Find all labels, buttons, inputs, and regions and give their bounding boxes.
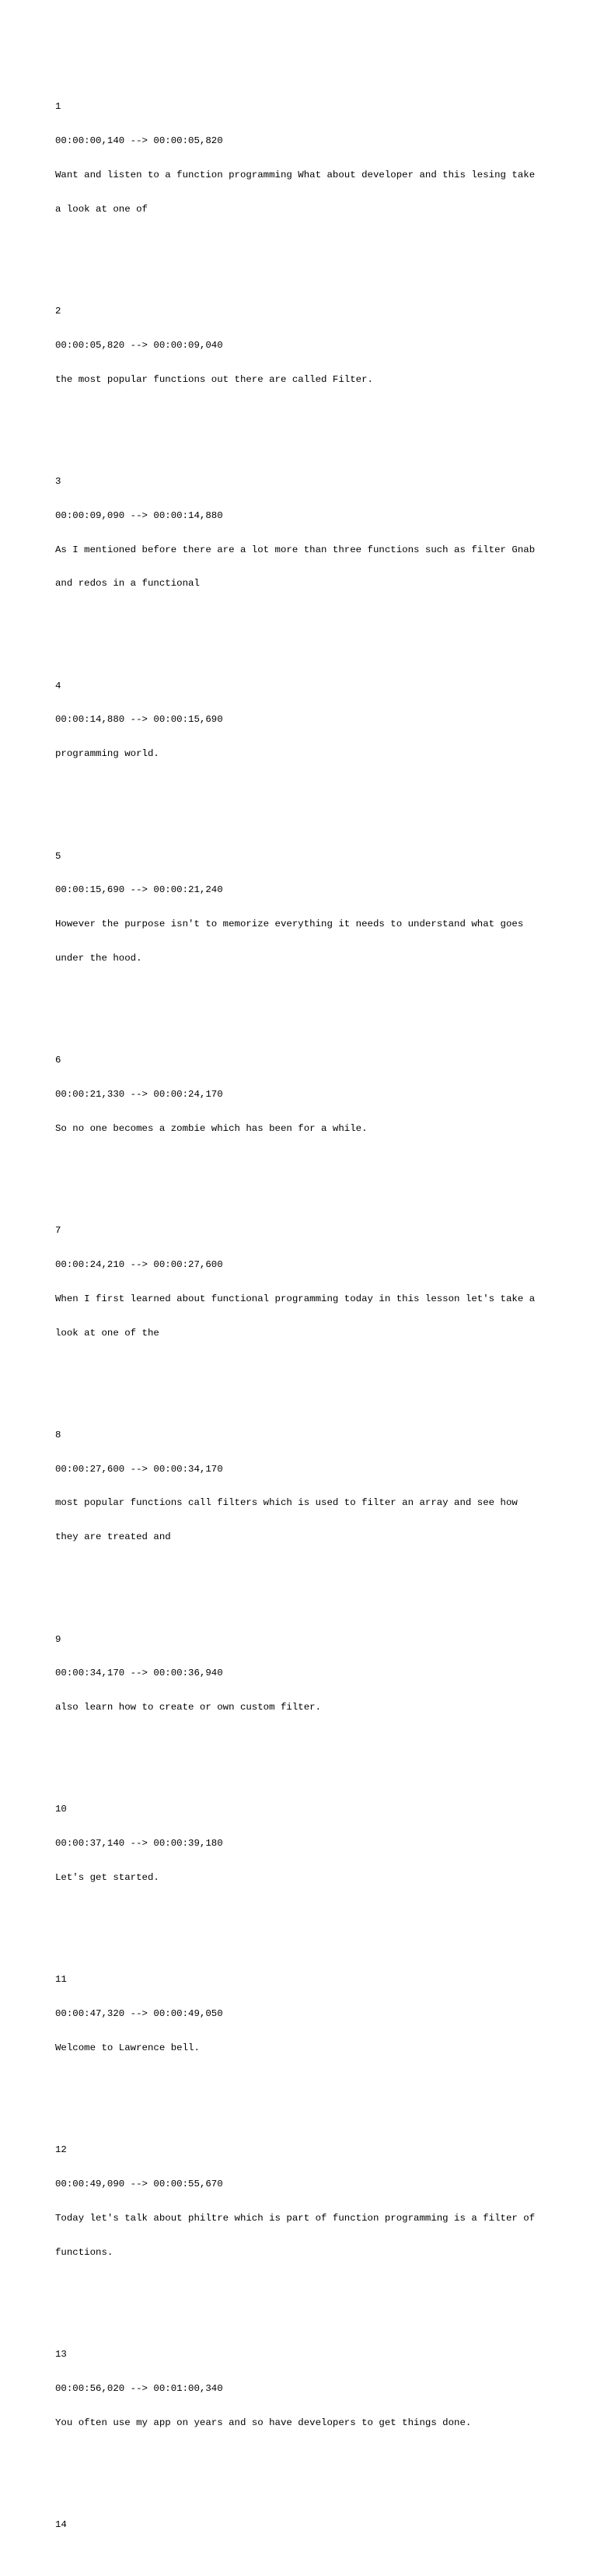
- subtitle-cue-10: [55, 1781, 553, 1906]
- cue-timing: 00:00:05,820 --> 00:00:09,040: [55, 339, 223, 351]
- subtitle-cue-4: [55, 657, 553, 782]
- cue-timing: 00:00:47,320 --> 00:00:49,050: [55, 2008, 223, 2020]
- cue-timing: 00:00:24,210 --> 00:00:27,600: [55, 1258, 223, 1270]
- cue-timing: 00:00:09,090 --> 00:00:14,880: [55, 509, 223, 521]
- cue-index: 2: [55, 306, 61, 317]
- subtitle-cue-1: [55, 79, 553, 237]
- cue-index: 5: [55, 850, 61, 862]
- subtitle-cue-12: [55, 2122, 553, 2280]
- cue-text-line: So no one becomes a zombie which has been for a while.: [55, 1122, 368, 1134]
- subtitle-cue-13: [55, 2326, 553, 2452]
- cue-index: 1: [55, 101, 61, 113]
- cue-timing: 00:00:00,140 --> 00:00:05,820: [55, 135, 223, 147]
- cue-index: 7: [55, 1225, 61, 1237]
- subtitle-cue-8: [55, 1407, 553, 1566]
- subtitle-cue-6: [55, 1032, 553, 1157]
- cue-index: 4: [55, 680, 61, 691]
- cue-index: 3: [55, 475, 61, 487]
- cue-index: 10: [55, 1804, 67, 1815]
- cue-text-line: the most popular functions out there are called Filter.: [55, 373, 373, 385]
- cue-index: 8: [55, 1429, 61, 1440]
- cue-timing: 00:00:34,170 --> 00:00:36,940: [55, 1668, 223, 1679]
- cue-timing: 00:00:49,090 --> 00:00:55,670: [55, 2179, 223, 2190]
- subtitle-cue-2: [55, 283, 553, 408]
- cue-index: 6: [55, 1055, 61, 1066]
- cue-index: 13: [55, 2348, 67, 2360]
- cue-text-line: As I mentioned before there are a lot more than three functions such as filter Gnab: [55, 544, 536, 555]
- cue-text-line: Want and listen to a function programming What about developer and this lesing take: [55, 169, 536, 180]
- cue-text-line: look at one of the: [55, 1327, 159, 1339]
- cue-text-line: However the purpose isn't to memorize everything it needs to understand what goes: [55, 919, 524, 930]
- cue-text-line: programming world.: [55, 748, 159, 760]
- cue-text-line: also learn how to create or own custom filter.: [55, 1702, 322, 1713]
- cue-text-line: Welcome to Lawrence bell.: [55, 2042, 200, 2053]
- subtitle-cue-11: [55, 1951, 553, 2077]
- subtitle-cue-14: [55, 2497, 553, 2553]
- cue-text-line: You often use my app on years and so have developers to get things done.: [55, 2417, 472, 2428]
- cue-text-line: Today let's talk about philtre which is part of function programming is a filter of: [55, 2212, 536, 2224]
- cue-index: 14: [55, 2518, 67, 2530]
- cue-timing: 00:00:15,690 --> 00:00:21,240: [55, 884, 223, 896]
- subtitle-document: [55, 56, 553, 2576]
- cue-text-line: a look at one of: [55, 203, 148, 215]
- subtitle-cue-5: [55, 828, 553, 986]
- cue-text-line: under the hood.: [55, 952, 142, 964]
- cue-timing: 00:00:56,020 --> 00:01:00,340: [55, 2382, 223, 2394]
- subtitle-cue-7: [55, 1202, 553, 1361]
- cue-text-line: most popular functions call filters which is used to filter an array and see how: [55, 1497, 518, 1509]
- cue-timing: 00:00:37,140 --> 00:00:39,180: [55, 1838, 223, 1850]
- cue-text-line: and redos in a functional: [55, 578, 200, 590]
- cue-text-line: When I first learned about functional programming today in this lesson let's take a: [55, 1293, 536, 1304]
- cue-timing: 00:00:27,600 --> 00:00:34,170: [55, 1463, 223, 1475]
- subtitle-cue-3: [55, 453, 553, 612]
- cue-timing: 00:00:14,880 --> 00:00:15,690: [55, 714, 223, 726]
- cue-index: 11: [55, 1974, 67, 1986]
- cue-text-line: functions.: [55, 2246, 113, 2258]
- cue-timing: 00:00:21,330 --> 00:00:24,170: [55, 1089, 223, 1101]
- cue-index: 9: [55, 1633, 61, 1645]
- cue-text-line: they are treated and: [55, 1531, 171, 1543]
- subtitle-cue-9: [55, 1611, 553, 1736]
- cue-text-line: Let's get started.: [55, 1872, 159, 1883]
- cue-index: 12: [55, 2144, 67, 2156]
